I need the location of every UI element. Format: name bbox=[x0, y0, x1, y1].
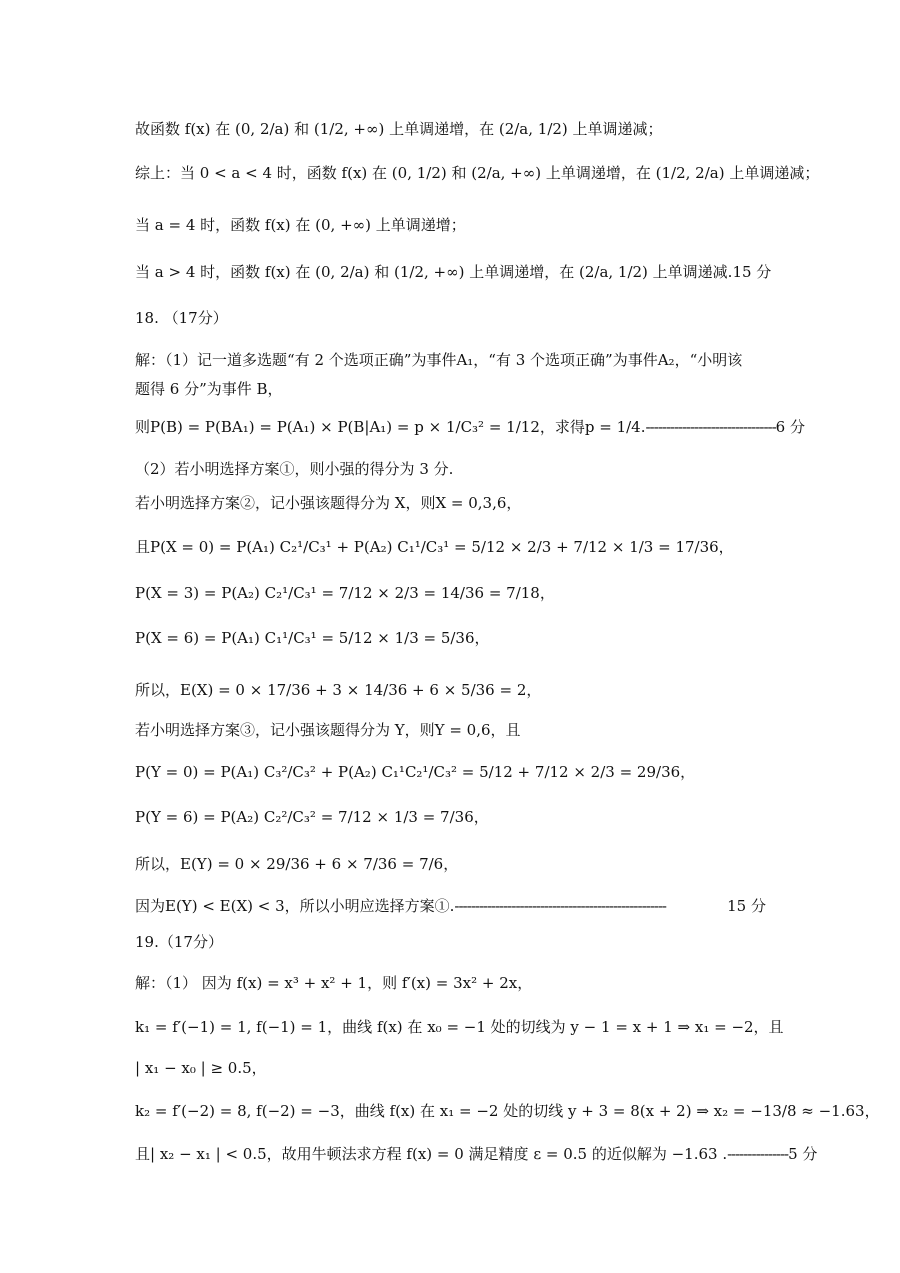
text-line-16: P(Y = 0) = P(A₁) C₃²/C₃² + P(A₂) C₁¹C₂¹/C₃² = 5/12 + 7/12 × 2/3 = 29/36， bbox=[135, 763, 696, 781]
text-line-23: | x₁ − x₀ | ≥ 0.5， bbox=[135, 1059, 267, 1077]
text-line-9: （2）若小明选择方案①，则小强的得分为 3 分. bbox=[135, 460, 454, 478]
question-heading-18: 18. （17分） bbox=[135, 309, 228, 327]
text-line-22: k₁ = f′(−1) = 1, f(−1) = 1，曲线 f(x) 在 x₀ = −1 处的切线为 y − 1 = x + 1 ⇒ x₁ = −2，且 bbox=[135, 1018, 784, 1036]
question-heading-19: 19.（17分） bbox=[135, 933, 223, 951]
text-line-2: 综上：当 0 < a < 4 时，函数 f(x) 在 (0, 1/2) 和 (2/a, +∞) 上单调递增，在 (1/2, 2/a) 上单调递减； bbox=[135, 164, 820, 182]
text-line-8 bbox=[135, 416, 805, 438]
text-line-12: P(X = 3) = P(A₂) C₂¹/C₃¹ = 7/12 × 2/3 = 14/36 = 7/18， bbox=[135, 584, 555, 602]
text-line-17: P(Y = 6) = P(A₂) C₂²/C₃² = 7/12 × 1/3 = 7/36， bbox=[135, 808, 489, 826]
text-line-11: 且P(X = 0) = P(A₁) C₂¹/C₃¹ + P(A₂) C₁¹/C₃¹ = 5/12 × 2/3 + 7/12 × 1/3 = 17/36， bbox=[135, 538, 734, 556]
text-line-14: 所以，E(X) = 0 × 17/36 + 3 × 14/36 + 6 × 5/36 = 2， bbox=[135, 681, 542, 699]
text-line-4 bbox=[135, 261, 772, 283]
text-line-3: 当 a = 4 时，函数 f(x) 在 (0, +∞) 上单调递增； bbox=[135, 216, 466, 234]
dash-leader: --------------- bbox=[727, 1145, 789, 1163]
score-label: 5 分 bbox=[788, 1145, 818, 1163]
text-line-18: 所以，E(Y) = 0 × 29/36 + 6 × 7/36 = 7/6， bbox=[135, 855, 459, 873]
line-body: 且| x₂ − x₁ | < 0.5，故用牛顿法求方程 f(x) = 0 满足精度 ε = 0.5 的近似解为 −1.63 . bbox=[135, 1145, 728, 1163]
text-line-24: k₂ = f′(−2) = 8, f(−2) = −3，曲线 f(x) 在 x₁ = −2 处的切线 y + 3 = 8(x + 2) ⇒ x₂ = −13/8 ≈ −1.63， bbox=[135, 1102, 880, 1120]
dash-leader: -------------------------------- bbox=[645, 418, 776, 436]
line-body: 因为E(Y) < E(X) < 3，所以小明应选择方案①. bbox=[135, 897, 455, 915]
text-line-7: 题得 6 分”为事件 B， bbox=[135, 380, 283, 398]
dash-leader: ---------------------------------------------------- bbox=[454, 897, 666, 915]
score-label: 15 分 bbox=[727, 897, 766, 915]
score-label: 15 分 bbox=[732, 263, 772, 281]
text-line-10: 若小明选择方案②，记小强该题得分为 X，则X = 0,3,6， bbox=[135, 494, 522, 512]
text-line-21: 解：（1） 因为 f(x) = x³ + x² + 1，则 f′(x) = 3x² + 2x， bbox=[135, 974, 533, 992]
score-label: 6 分 bbox=[775, 418, 805, 436]
line-body: 则P(B) = P(BA₁) = P(A₁) × P(B|A₁) = p × 1/C₃² = 1/12，求得p = 1/4. bbox=[135, 418, 646, 436]
text-line-15: 若小明选择方案③，记小强该题得分为 Y，则Y = 0,6，且 bbox=[135, 721, 521, 739]
text-line-13: P(X = 6) = P(A₁) C₁¹/C₃¹ = 5/12 × 1/3 = 5/36， bbox=[135, 629, 490, 647]
text-line-1: 故函数 f(x) 在 (0, 2/a) 和 (1/2, +∞) 上单调递增，在 (2/a, 1/2) 上单调递减； bbox=[135, 120, 663, 138]
text-line-6: 解：（1）记一道多选题“有 2 个选项正确”为事件A₁，“有 3 个选项正确”为事件A₂，“小明该 bbox=[135, 351, 743, 369]
text-line-19 bbox=[135, 895, 766, 917]
line-body: 当 a > 4 时，函数 f(x) 在 (0, 2/a) 和 (1/2, +∞) 上单调递增，在 (2/a, 1/2) 上单调递减. bbox=[135, 263, 733, 281]
text-line-25 bbox=[135, 1143, 818, 1165]
